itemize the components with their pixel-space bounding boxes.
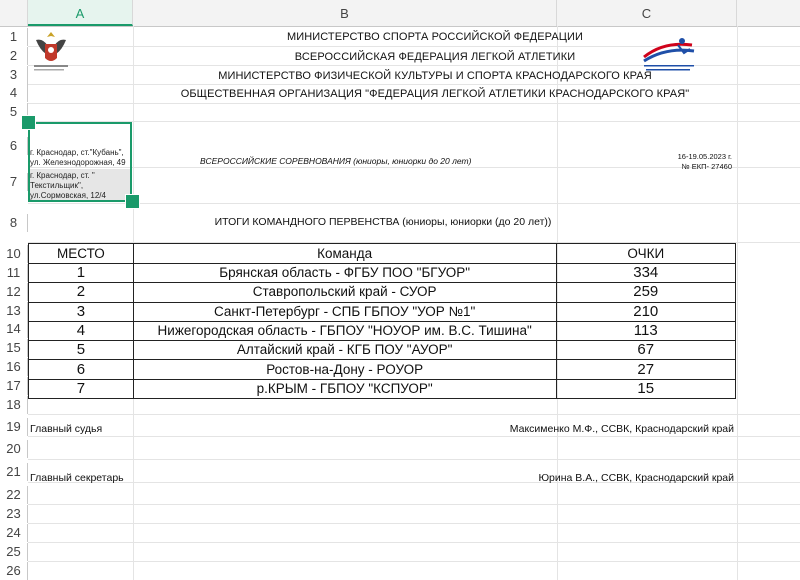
place-cell[interactable]: 7 [29,379,134,398]
points-cell[interactable]: 15 [556,379,735,398]
row-header-4[interactable]: 4 [0,84,28,102]
grid-line [28,436,800,437]
place-cell[interactable]: 6 [29,360,134,379]
row-header-26[interactable]: 26 [0,562,28,580]
points-cell[interactable]: 67 [556,341,735,360]
header-points: ОЧКИ [556,244,735,264]
row-header-16[interactable]: 16 [0,358,28,376]
row-header-6[interactable]: 6 [0,137,28,155]
column-header-b[interactable]: B [133,0,557,26]
table-header-row [29,244,736,264]
row-header-24[interactable]: 24 [0,524,28,542]
place-cell[interactable]: 5 [29,341,134,360]
row-header-11[interactable]: 11 [0,264,28,282]
grid-line [737,26,738,580]
row-header-1[interactable]: 1 [0,28,28,46]
row-header-20[interactable]: 20 [0,440,28,458]
row-header-23[interactable]: 23 [0,505,28,523]
team-cell[interactable]: р.КРЫМ - ГБПОУ "КСПУОР" [133,379,556,398]
grid-line [28,523,800,524]
team-cell[interactable]: Брянская область - ФГБУ ПОО "БГУОР" [133,264,556,283]
place-cell[interactable]: 1 [29,264,134,283]
column-header-bar [0,0,800,27]
grid-line [28,561,800,562]
row-header-7[interactable]: 7 [0,173,28,191]
column-header-a[interactable]: A [28,0,133,26]
row-header-15[interactable]: 15 [0,339,28,357]
competition-dates: 16-19.05.2023 г. [677,152,732,161]
venue-line-6: г. Краснодар, ст."Кубань", ул. Железнодорожная, 49 [30,148,126,167]
row-header-22[interactable]: 22 [0,486,28,504]
selection-handle-top[interactable] [21,115,36,130]
row-header-25[interactable]: 25 [0,543,28,561]
team-cell[interactable]: Ростов-на-Дону - РОУОР [133,360,556,379]
table-row [29,302,736,321]
row-header-14[interactable]: 14 [0,320,28,338]
team-cell[interactable]: Нижегородская область - ГБПОУ "НОУОР им. В.С. Тишина" [133,321,556,340]
header-line-2: ВСЕРОССИЙСКАЯ ФЕДЕРАЦИЯ ЛЕГКОЙ АТЛЕТИКИ [294,51,576,63]
row-header-5[interactable]: 5 [0,103,28,121]
grid-line [28,203,800,204]
row-header-12[interactable]: 12 [0,283,28,301]
team-cell[interactable]: Санкт-Петербург - СПБ ГБПОУ "УОР №1" [133,302,556,321]
header-line-4: ОБЩЕСТВЕННАЯ ОРГАНИЗАЦИЯ "ФЕДЕРАЦИЯ ЛЕГКОЙ АТЛЕТИКИ КРАСНОДАРСКОГО КРАЯ" [180,88,690,100]
row-header-3[interactable]: 3 [0,66,28,84]
row-header-17[interactable]: 17 [0,377,28,395]
select-all-corner[interactable] [0,0,28,26]
table-row [29,283,736,302]
competition-title: ВСЕРОССИЙСКИЕ СОРЕВНОВАНИЯ (юниоры, юниорки до 20 лет) [200,156,472,166]
points-cell[interactable]: 210 [556,302,735,321]
row-header-2[interactable]: 2 [0,47,28,65]
row-header-13[interactable]: 13 [0,302,28,320]
venue-line-7: г. Краснодар, ст. " Текстильщик", ул.Сормовская, 12/4 [30,171,106,200]
grid-line [28,103,800,104]
points-cell[interactable]: 334 [556,264,735,283]
header-team: Команда [133,244,556,264]
place-cell[interactable]: 3 [29,302,134,321]
ministry-emblem-icon [30,28,72,74]
header-line-1: МИНИСТЕРСТВО СПОРТА РОССИЙСКОЙ ФЕДЕРАЦИИ [286,31,584,43]
grid-line [28,459,800,460]
header-line-3: МИНИСТЕРСТВО ФИЗИЧЕСКОЙ КУЛЬТУРЫ И СПОРТА КРАСНОДАРСКОГО КРАЯ [218,70,652,82]
grid-line [28,414,800,415]
table-row [29,360,736,379]
results-title: ИТОГИ КОМАНДНОГО ПЕРВЕНСТВА (юниоры, юниорки (до 20 лет)) [214,216,552,228]
chief-judge-label: Главный судья [30,423,103,435]
chief-secretary-name: Юрина В.А., ССВК, Краснодарский край [538,472,734,484]
row-header-18[interactable]: 18 [0,396,28,414]
team-cell[interactable]: Алтайский край - КГБ ПОУ "АУОР" [133,341,556,360]
row-header-10[interactable]: 10 [0,245,28,263]
table-row [29,379,736,398]
chief-judge-name: Максименко М.Ф., ССВК, Краснодарский край [509,423,734,435]
place-cell[interactable]: 4 [29,321,134,340]
table-row [29,341,736,360]
row-header-19[interactable]: 19 [0,418,28,436]
points-cell[interactable]: 113 [556,321,735,340]
grid-line [28,542,800,543]
header-place: МЕСТО [29,244,134,264]
grid-line [28,504,800,505]
results-table [28,243,736,399]
chief-secretary-label: Главный секретарь [30,472,124,484]
row-header-8[interactable]: 8 [0,214,28,232]
column-header-c[interactable]: C [557,0,737,26]
table-row [29,321,736,340]
row-header-21[interactable]: 21 [0,463,28,481]
table-row [29,264,736,283]
grid-line [28,121,800,122]
place-cell[interactable]: 2 [29,283,134,302]
grid-line [28,84,800,85]
competition-ekp: № ЕКП- 27460 [681,162,732,171]
team-cell[interactable]: Ставропольский край - СУОР [133,283,556,302]
points-cell[interactable]: 259 [556,283,735,302]
points-cell[interactable]: 27 [556,360,735,379]
